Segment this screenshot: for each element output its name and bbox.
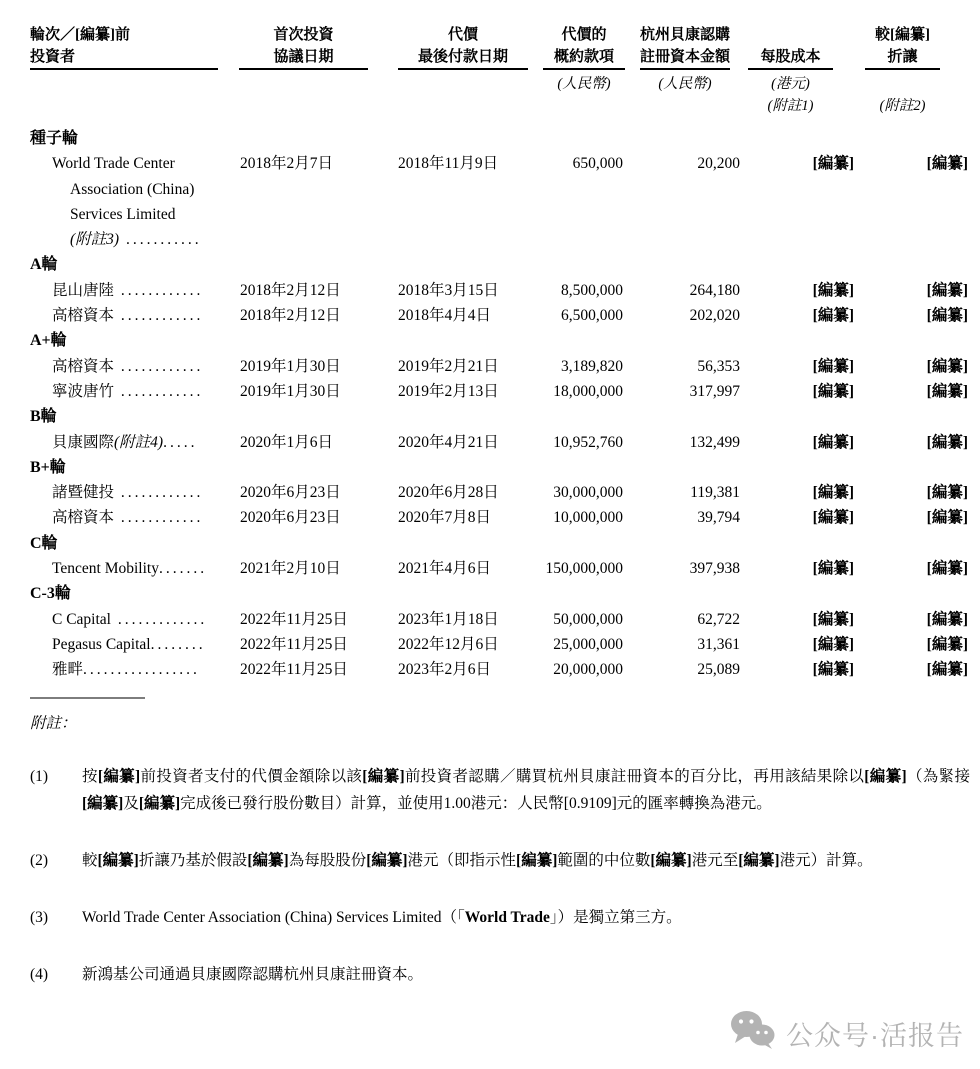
payment-date: 2021年4月6日 bbox=[398, 560, 492, 578]
payment-date: 2023年1月18日 bbox=[398, 610, 499, 628]
round-label: B+輪 bbox=[30, 458, 66, 476]
unit-registered-capital: (人民幣) bbox=[658, 76, 712, 92]
round-group-row bbox=[30, 126, 970, 151]
agreement-date: 2021年2月10日 bbox=[240, 560, 341, 578]
consideration-amount: 10,000,000 bbox=[553, 509, 623, 527]
investor-row bbox=[30, 379, 970, 404]
consideration-amount: 18,000,000 bbox=[553, 382, 623, 400]
discount-value: [編纂] bbox=[926, 661, 968, 679]
investor-name bbox=[30, 278, 232, 303]
investor-name bbox=[30, 379, 232, 404]
text-segment: (附註3) bbox=[70, 231, 120, 249]
round-group-row bbox=[30, 404, 970, 429]
col-header-line: 杭州貝康認購 bbox=[640, 27, 731, 43]
col-header-consideration bbox=[540, 22, 625, 70]
text-segment: [編纂] bbox=[516, 851, 558, 869]
agreement-date: 2018年2月7日 bbox=[240, 155, 334, 173]
note-item-3 bbox=[30, 904, 970, 931]
text-segment: 諸暨健投 bbox=[52, 484, 115, 502]
col-header-line: 投資者 bbox=[30, 49, 76, 65]
investor-name bbox=[30, 505, 232, 530]
payment-date: 2020年7月8日 bbox=[398, 509, 492, 527]
round-group-row bbox=[30, 581, 970, 606]
watermark bbox=[730, 1010, 964, 1057]
text-segment: Pegasus Capital bbox=[52, 635, 151, 653]
note-number: (3) bbox=[30, 908, 49, 926]
registered-capital-amount: 20,200 bbox=[697, 155, 740, 173]
discount-value: [編纂] bbox=[926, 281, 968, 299]
text-segment: [編纂] bbox=[138, 794, 181, 812]
text-segment: ............ bbox=[114, 281, 204, 299]
investor-row bbox=[30, 556, 970, 581]
text-segment: Services Limited bbox=[70, 205, 176, 223]
table-body bbox=[30, 126, 970, 683]
text-segment: World Trade Center bbox=[52, 155, 175, 173]
text-segment: ............ bbox=[114, 357, 204, 375]
cost-per-share-value: [編纂] bbox=[812, 382, 854, 400]
text-segment: 港元（即指示性 bbox=[407, 851, 517, 869]
text-segment: [編纂] bbox=[366, 851, 408, 869]
notes-heading: 附註： bbox=[30, 714, 77, 732]
payment-date: 2020年4月21日 bbox=[398, 433, 499, 451]
consideration-amount: 10,952,760 bbox=[553, 433, 623, 451]
text-segment: [編纂] bbox=[82, 794, 124, 812]
text-segment: World Trade Center Association (China) Services Limited（「 bbox=[82, 908, 465, 926]
col-header-line: 較[編纂] bbox=[875, 27, 930, 43]
agreement-date: 2022年11月25日 bbox=[240, 635, 348, 653]
notes-divider bbox=[30, 697, 145, 699]
investor-row bbox=[30, 657, 970, 682]
round-label: 種子輪 bbox=[30, 130, 79, 147]
note-number: (1) bbox=[30, 767, 49, 785]
round-label: B輪 bbox=[30, 408, 57, 426]
registered-capital-amount: 264,180 bbox=[689, 281, 740, 299]
text-segment: ............. bbox=[110, 610, 208, 628]
payment-date: 2018年11月9日 bbox=[398, 155, 499, 173]
agreement-date: 2018年2月12日 bbox=[240, 307, 341, 325]
registered-capital-amount: 62,722 bbox=[697, 610, 740, 628]
consideration-amount: 3,189,820 bbox=[561, 357, 623, 375]
text-segment: [編纂] bbox=[864, 767, 907, 785]
cost-per-share-value: [編纂] bbox=[812, 635, 854, 653]
payment-date: 2019年2月13日 bbox=[398, 382, 499, 400]
payment-date: 2023年2月6日 bbox=[398, 661, 492, 679]
investor-name bbox=[30, 480, 232, 505]
investor-name bbox=[30, 151, 232, 252]
registered-capital-amount: 25,089 bbox=[697, 661, 740, 679]
wechat-icon bbox=[730, 1010, 776, 1057]
investor-name bbox=[30, 303, 232, 328]
agreement-date: 2020年6月23日 bbox=[240, 509, 341, 527]
text-segment: 寧波唐竹 bbox=[52, 382, 115, 400]
cost-per-share-value: [編纂] bbox=[812, 281, 854, 299]
text-segment: (附註4) bbox=[114, 433, 164, 451]
discount-value: [編纂] bbox=[926, 433, 968, 451]
registered-capital-amount: 397,938 bbox=[689, 560, 740, 578]
col-header-line: 概約款項 bbox=[553, 49, 614, 65]
discount-value: [編纂] bbox=[926, 155, 968, 173]
text-segment: Tencent Mobility bbox=[52, 560, 159, 578]
col-header-line: 每股成本 bbox=[760, 49, 821, 65]
investor-name bbox=[30, 430, 232, 455]
round-label: C-3輪 bbox=[30, 585, 71, 603]
payment-date: 2019年2月21日 bbox=[398, 357, 499, 375]
text-segment: 昆山唐陸 bbox=[52, 281, 115, 299]
consideration-amount: 30,000,000 bbox=[553, 484, 623, 502]
registered-capital-amount: 56,353 bbox=[697, 357, 740, 375]
round-group-row bbox=[30, 328, 970, 353]
text-segment: 按 bbox=[82, 767, 98, 785]
col-header-investor bbox=[30, 22, 232, 70]
text-segment: 」）是獨立第三方。 bbox=[549, 908, 682, 926]
text-segment: ........ bbox=[150, 635, 206, 653]
investor-name bbox=[30, 354, 232, 379]
text-segment: ............ bbox=[114, 509, 204, 527]
cost-per-share-value: [編纂] bbox=[812, 661, 854, 679]
text-segment: ..... bbox=[163, 433, 198, 451]
note-text bbox=[82, 961, 970, 988]
discount-value: [編纂] bbox=[926, 509, 968, 527]
cost-per-share-value: [編纂] bbox=[812, 560, 854, 578]
agreement-date: 2022年11月25日 bbox=[240, 610, 348, 628]
discount-value: [編纂] bbox=[926, 484, 968, 502]
investor-row bbox=[30, 354, 970, 379]
agreement-date: 2020年1月6日 bbox=[240, 433, 334, 451]
text-segment: 較 bbox=[82, 851, 98, 869]
note-item-2 bbox=[30, 847, 970, 874]
round-label: A輪 bbox=[30, 256, 58, 274]
investor-row bbox=[30, 278, 970, 303]
text-segment: 高榕資本 bbox=[52, 307, 115, 325]
round-group-row bbox=[30, 455, 970, 480]
col-header-cost-per-share bbox=[745, 22, 856, 70]
cost-per-share-value: [編纂] bbox=[812, 610, 854, 628]
registered-capital-amount: 132,499 bbox=[689, 433, 740, 451]
note-number: (4) bbox=[30, 965, 49, 983]
note-item-1 bbox=[30, 763, 970, 817]
text-segment: 港元）計算。 bbox=[779, 851, 873, 869]
registered-capital-amount: 317,997 bbox=[689, 382, 740, 400]
text-segment: 貝康國際 bbox=[52, 433, 115, 451]
text-segment: 完成後已發行股份數目）計算，並使用1.00港元：人民幣[0.9109]元的匯率轉換為港元。 bbox=[180, 794, 772, 812]
text-segment: ............ bbox=[114, 382, 204, 400]
text-segment: ............ bbox=[114, 484, 204, 502]
agreement-date: 2018年2月12日 bbox=[240, 281, 341, 299]
text-segment: ............ bbox=[114, 307, 204, 325]
unit-cost-per-share: (港元) (附註1) bbox=[767, 76, 814, 114]
investor-name bbox=[30, 632, 232, 657]
registered-capital-amount: 202,020 bbox=[689, 307, 740, 325]
payment-date: 2018年3月15日 bbox=[398, 281, 499, 299]
round-group-row bbox=[30, 252, 970, 277]
consideration-amount: 25,000,000 bbox=[553, 635, 623, 653]
text-segment: [編纂] bbox=[97, 767, 141, 785]
text-segment: 為每股股份 bbox=[288, 851, 367, 869]
discount-value: [編纂] bbox=[926, 382, 968, 400]
cost-per-share-value: [編纂] bbox=[812, 484, 854, 502]
discount-value: [編纂] bbox=[926, 307, 968, 325]
col-header-line: 註冊資本金額 bbox=[640, 49, 731, 65]
registered-capital-amount: 39,794 bbox=[697, 509, 740, 527]
text-segment: 折讓乃基於假設 bbox=[138, 851, 248, 869]
discount-value: [編纂] bbox=[926, 635, 968, 653]
col-header-line: 首次投資 bbox=[273, 27, 334, 43]
investor-row bbox=[30, 430, 970, 455]
cost-per-share-value: [編纂] bbox=[812, 433, 854, 451]
col-header-line: 協議日期 bbox=[273, 49, 334, 65]
text-segment: 及 bbox=[123, 794, 139, 812]
col-header-registered-capital bbox=[625, 22, 745, 70]
col-header-line: 輪次／[編纂]前 bbox=[30, 27, 130, 43]
discount-value: [編纂] bbox=[926, 610, 968, 628]
round-label: A+輪 bbox=[30, 332, 67, 350]
unit-discount: (附註2) bbox=[879, 98, 926, 114]
cost-per-share-value: [編纂] bbox=[812, 307, 854, 325]
cost-per-share-value: [編纂] bbox=[812, 357, 854, 375]
col-header-payment-date bbox=[390, 22, 540, 70]
watermark-text: 公众号·活报告 bbox=[786, 1021, 964, 1051]
text-segment: 新鴻基公司通過貝康國際認購杭州貝康註冊資本。 bbox=[82, 965, 424, 983]
text-segment: [編纂] bbox=[97, 851, 139, 869]
text-segment: Association (China) bbox=[70, 180, 195, 198]
text-segment: 港元至 bbox=[691, 851, 739, 869]
text-segment: ....... bbox=[158, 560, 208, 578]
col-header-agreement-date bbox=[232, 22, 390, 70]
text-segment: [編纂] bbox=[362, 767, 405, 785]
investor-row bbox=[30, 632, 970, 657]
col-header-discount bbox=[856, 22, 970, 70]
registered-capital-amount: 31,361 bbox=[697, 635, 740, 653]
note-text bbox=[82, 763, 970, 817]
agreement-date: 2020年6月23日 bbox=[240, 484, 341, 502]
col-header-line: 代價 bbox=[447, 27, 478, 43]
text-segment: 前投資者認購／購買杭州貝康註冊資本的百分比，再用該結果除以 bbox=[404, 767, 865, 785]
round-label: C輪 bbox=[30, 534, 58, 552]
text-segment: 前投資者支付的代價金額除以該 bbox=[140, 767, 363, 785]
payment-date: 2022年12月6日 bbox=[398, 635, 499, 653]
cost-per-share-value: [編纂] bbox=[812, 509, 854, 527]
note-text bbox=[82, 847, 970, 874]
agreement-date: 2019年1月30日 bbox=[240, 382, 341, 400]
investor-row bbox=[30, 505, 970, 530]
investor-name bbox=[30, 556, 232, 581]
text-segment: 雅畔 bbox=[52, 661, 84, 679]
note-text bbox=[82, 904, 970, 931]
note-number: (2) bbox=[30, 851, 49, 869]
text-segment: C Capital bbox=[52, 610, 111, 628]
text-segment: ........... bbox=[119, 231, 202, 249]
table-units-row bbox=[30, 70, 970, 126]
text-segment: [編纂] bbox=[650, 851, 692, 869]
investor-row bbox=[30, 151, 970, 252]
consideration-amount: 8,500,000 bbox=[561, 281, 623, 299]
text-segment: ................. bbox=[83, 661, 200, 679]
agreement-date: 2019年1月30日 bbox=[240, 357, 341, 375]
payment-date: 2018年4月4日 bbox=[398, 307, 492, 325]
text-segment: （為緊接 bbox=[906, 767, 970, 785]
text-segment: 範圍的中位數 bbox=[557, 851, 651, 869]
cost-per-share-value: [編纂] bbox=[812, 155, 854, 173]
investor-row bbox=[30, 303, 970, 328]
consideration-amount: 6,500,000 bbox=[561, 307, 623, 325]
col-header-line: 最後付款日期 bbox=[417, 49, 508, 65]
pre-ipo-investment-table bbox=[30, 22, 970, 683]
text-segment: 高榕資本 bbox=[52, 509, 115, 527]
investor-row bbox=[30, 607, 970, 632]
table-header-row bbox=[30, 22, 970, 70]
text-segment: [編纂] bbox=[738, 851, 780, 869]
text-segment: [編纂] bbox=[247, 851, 289, 869]
payment-date: 2020年6月28日 bbox=[398, 484, 499, 502]
note-item-4 bbox=[30, 961, 970, 988]
col-header-line: 折讓 bbox=[887, 49, 918, 65]
investor-name bbox=[30, 607, 232, 632]
text-segment: World Trade bbox=[464, 908, 550, 926]
investor-name bbox=[30, 657, 232, 682]
consideration-amount: 650,000 bbox=[572, 155, 623, 173]
consideration-amount: 20,000,000 bbox=[553, 661, 623, 679]
unit-consideration: (人民幣) bbox=[557, 76, 611, 92]
discount-value: [編纂] bbox=[926, 357, 968, 375]
col-header-line: 代價的 bbox=[561, 27, 607, 43]
consideration-amount: 150,000,000 bbox=[545, 560, 623, 578]
text-segment: 高榕資本 bbox=[52, 357, 115, 375]
investor-row bbox=[30, 480, 970, 505]
round-group-row bbox=[30, 531, 970, 556]
agreement-date: 2022年11月25日 bbox=[240, 661, 348, 679]
discount-value: [編纂] bbox=[926, 560, 968, 578]
consideration-amount: 50,000,000 bbox=[553, 610, 623, 628]
registered-capital-amount: 119,381 bbox=[690, 484, 740, 502]
